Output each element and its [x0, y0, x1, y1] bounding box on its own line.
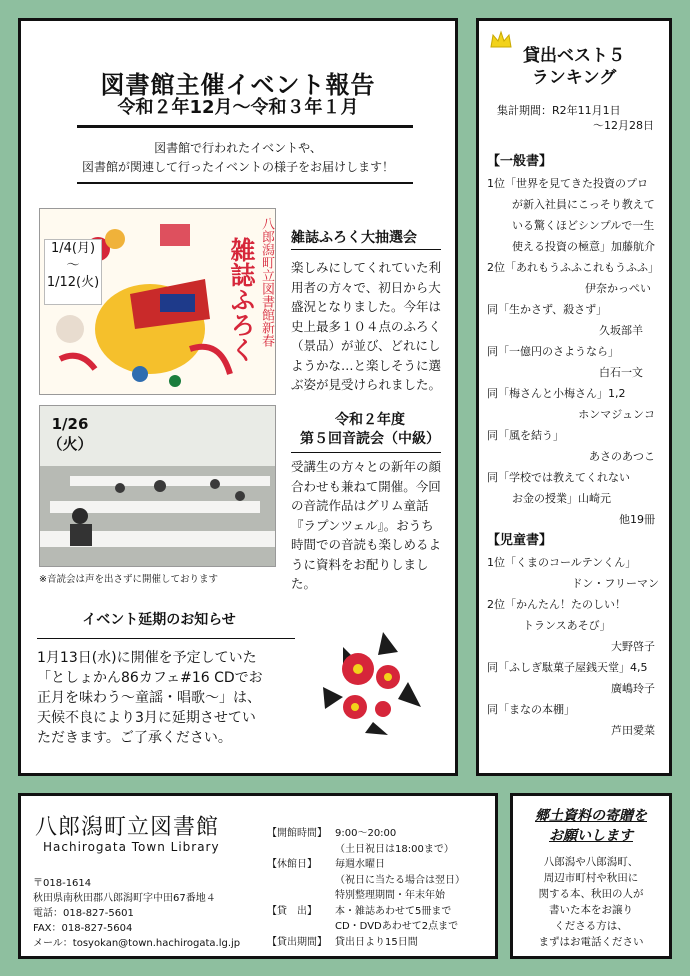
donation-body: 八郎潟や八郎潟町、 周辺市町村や秋田に 関する本、秋田の人が 書いた本をお譲り くださる方は、 まずはお電話ください	[538, 856, 644, 948]
divider	[37, 638, 295, 639]
ranking-item: 2位「あれもうふふこれもうふふ」	[487, 261, 659, 274]
reading-session-photo	[39, 405, 276, 567]
ranking-period: 集計期間：R2年11月1日 ～12月28日	[497, 104, 654, 132]
event2-title: 令和２年度 第５回音読会（中級）	[300, 412, 440, 447]
children-heading: 【児童書】	[487, 533, 553, 548]
intro-text: 図書館で行われたイベントや、 図書館が関連して行ったイベントの様子をお届けします！	[81, 141, 394, 174]
divider	[77, 125, 413, 128]
donation-panel	[510, 793, 672, 959]
event1-date: 1/4(月) ～ 1/12(火)	[44, 239, 102, 305]
event-report-panel	[18, 18, 458, 776]
ranking-item: 同「生かさず、殺さず」	[487, 303, 608, 316]
ranking-item: 同「風を結う」	[487, 429, 564, 442]
camellia-flower-illustration	[313, 627, 423, 737]
notice-title: イベント延期のお知らせ	[82, 612, 236, 628]
library-info-panel	[18, 793, 498, 959]
ranking-title: 貸出ベスト５ ランキング	[523, 46, 625, 88]
ranking-item: 同「まなの本棚」	[487, 703, 575, 716]
event2-body: 受講生の方々との新年の顔 合わせも兼ねて開催。今回 の音読作品はグリム童話 『ラプンツェル』。おうち 時間での音読も楽しめるよ うに資料をお配りしました。	[291, 459, 442, 591]
library-address: 〒018-1614 秋田県南秋田郡八郎潟町字中田67番地４ 電話：018-827-5601 FAX：018-827-5604 メール：tosyokan@town.hachirogata.lg.jp	[33, 878, 241, 949]
page-title: 図書館主催イベント報告	[100, 71, 376, 99]
ranking-panel	[476, 18, 672, 776]
divider	[291, 249, 441, 250]
poster-vertical-text: 八郎潟町立図書館新春	[259, 217, 274, 347]
general-books-list: 【一般書】 1位「世界を見てきた投資のプロ が新入社員にこっそり教えて いる驚くほどシンプルで一生 使える投資の極意」加藤航介 2位「あれもうふふこれもうふふ」 伊奈かっぺい 同「生かさず、殺さず」 久坂部羊 同「一億円のさようなら」 白石一文 同「梅さんと小梅さん」1,2 ホンマジュンコ 同「風を結う」 あさのあつこ 同「学校では教えてくれない お金の授業」山崎元 他19冊 【児童書】 1位「くまのコールテンくん」 ドン・フリーマン 2位「かんたん！たのしい！ トランスあそび」 大野啓子 同「ふしぎ駄菓子屋銭天堂」4,5 廣嶋玲子 同「まなの本棚」 芦田愛菜	[487, 151, 669, 741]
event1-body: 楽しみにしてくれていた利 用者の方々で、初日から大 盛況となりました。今年は 史上最多１０４点のふろく （景品）が並び、どれにし ようかな…と楽しそうに選 ぶ姿が見受けられました。	[291, 260, 442, 392]
ranking-item: 同「ふしぎ駄菓子屋銭天堂」4,5	[487, 661, 648, 674]
ranking-item: 同「学校では教えてくれない	[487, 471, 630, 484]
event1-title: 雑誌ふろく大抽選会	[291, 230, 417, 246]
donation-title: 郷土資料の寄贈を お願いします	[535, 808, 647, 844]
photo-caption: ※音読会は声を出さずに開催しております	[39, 574, 218, 585]
general-heading: 【一般書】	[487, 154, 553, 169]
divider	[291, 452, 441, 453]
email-link[interactable]: メール：tosyokan@town.hachirogata.lg.jp	[33, 938, 241, 949]
library-name: 八郎潟町立図書館	[35, 815, 220, 840]
ranking-item: 1位「世界を見てきた投資のプロ	[487, 177, 648, 190]
page-subtitle: 令和２年12月～令和３年１月	[117, 97, 359, 118]
poster-big-text: 雑誌ふろく	[227, 237, 256, 362]
notice-body: 1月13日(水)に開催を予定していた 「としょかん86カフェ#16 CDでお 正月を味わう～童謡・唱歌～」は、 天候不良により3月に延期させてい ただきます。ご了承ください。	[37, 650, 263, 746]
event2-date: 1/26 （火）	[47, 415, 93, 453]
library-hours: 【開館時間】 9:00～20:00 （土日祝日は18:00まで） 【休館日】 毎週水曜日 （祝日に当たる場合は翌日） 特別整理期間・年末年始 【貸 出】 本・雑誌あわせて5冊まで CD・DVDあわせて2点まで 【貸出期間】 貸出日より15日間	[267, 828, 465, 948]
divider	[77, 182, 413, 184]
furoku-poster-image	[39, 208, 276, 395]
ranking-item: 1位「くまのコールテンくん」	[487, 556, 637, 569]
ranking-item: 同「梅さんと小梅さん」1,2	[487, 387, 626, 400]
ranking-item: 2位「かんたん！たのしい！	[487, 598, 626, 611]
library-name-en: Hachirogata Town Library	[43, 840, 220, 854]
ranking-item: 同「一億円のさようなら」	[487, 345, 619, 358]
